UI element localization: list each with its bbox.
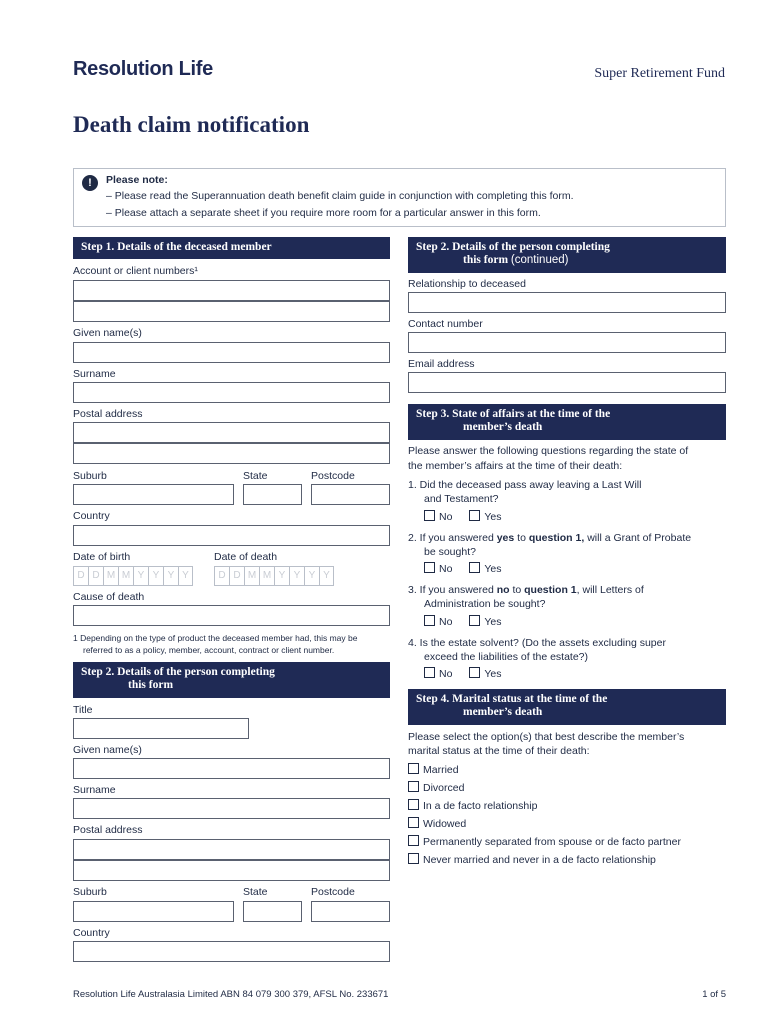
- note-heading: Please note:: [106, 174, 168, 186]
- q2-line2: be sought?: [424, 546, 476, 558]
- footnote-line-2: referred to as a policy, member, account, contract or client number.: [83, 645, 335, 655]
- contact-number-label: Contact number: [408, 318, 483, 330]
- page-title: Death claim notification: [73, 112, 310, 137]
- marital-option-label: Married: [423, 764, 459, 776]
- step2-surname-input[interactable]: [73, 798, 390, 819]
- date-cell[interactable]: Y: [178, 566, 193, 586]
- step2-postal-label: Postal address: [73, 824, 143, 836]
- fund-name: Super Retirement Fund: [594, 66, 725, 81]
- q1-line2: and Testament?: [424, 493, 499, 505]
- marital-option-label: Permanently separated from spouse or de facto partner: [423, 836, 681, 848]
- account-label: Account or client numbers¹: [73, 265, 198, 277]
- step2-suburb-input[interactable]: [73, 901, 234, 922]
- q4-no-checkbox[interactable]: [424, 667, 435, 678]
- marital-option: [408, 817, 466, 832]
- q2-no-label: No: [439, 563, 453, 575]
- marital-option: [408, 781, 464, 796]
- marital-option-label: Never married and never in a de facto relationship: [423, 854, 656, 866]
- step3-intro-1: Please answer the following questions regarding the state of: [408, 445, 689, 457]
- account-input-1[interactable]: [73, 280, 390, 301]
- account-input-2[interactable]: [73, 301, 390, 322]
- step2-heading-line1: Step 2. Details of the person completing: [81, 666, 275, 678]
- date-cell[interactable]: Y: [163, 566, 178, 586]
- step2-suburb-label: Suburb: [73, 886, 107, 898]
- step2-postal-input-2[interactable]: [73, 860, 390, 881]
- date-cell[interactable]: Y: [133, 566, 148, 586]
- marital-checkbox[interactable]: [408, 781, 419, 792]
- state-label: State: [243, 470, 268, 482]
- step4-intro-2: marital status at the time of their death:: [408, 745, 590, 757]
- step2-given-name-input[interactable]: [73, 758, 390, 779]
- dod-input[interactable]: [214, 566, 334, 586]
- step2-state-label: State: [243, 886, 268, 898]
- state-input[interactable]: [243, 484, 302, 505]
- postcode-label: Postcode: [311, 470, 355, 482]
- date-cell[interactable]: D: [229, 566, 244, 586]
- date-cell[interactable]: Y: [319, 566, 334, 586]
- contact-number-input[interactable]: [408, 332, 726, 353]
- dob-input[interactable]: [73, 566, 193, 586]
- date-cell[interactable]: Y: [304, 566, 319, 586]
- given-name-input[interactable]: [73, 342, 390, 363]
- note-line-1: – Please read the Superannuation death benefit claim guide in conjunction with completing this form.: [106, 190, 574, 202]
- note-line-2: – Please attach a separate sheet if you require more room for a particular answer in this form.: [106, 207, 541, 219]
- marital-checkbox[interactable]: [408, 817, 419, 828]
- q1-line1: 1. Did the deceased pass away leaving a Last Will: [408, 479, 642, 491]
- step2-given-name-label: Given name(s): [73, 744, 142, 756]
- suburb-label: Suburb: [73, 470, 107, 482]
- email-label: Email address: [408, 358, 475, 370]
- note-box: [73, 168, 726, 227]
- surname-label: Surname: [73, 368, 116, 380]
- title-label: Title: [73, 704, 93, 716]
- surname-input[interactable]: [73, 382, 390, 403]
- marital-checkbox[interactable]: [408, 853, 419, 864]
- q3-no-checkbox[interactable]: [424, 615, 435, 626]
- marital-option: [408, 763, 459, 778]
- date-cell[interactable]: D: [214, 566, 229, 586]
- step4-heading-line2: member’s death: [463, 706, 543, 718]
- marital-checkbox[interactable]: [408, 799, 419, 810]
- step3-intro-2: the member’s affairs at the time of their death:: [408, 460, 623, 472]
- title-input[interactable]: [73, 718, 249, 739]
- q4-no-label: No: [439, 668, 453, 680]
- page-number: 1 of 5: [702, 989, 726, 1000]
- step2-continued-heading: [408, 237, 726, 273]
- step4-heading-line1: Step 4. Marital status at the time of the: [416, 693, 608, 705]
- step2-heading-line2: this form: [128, 679, 174, 691]
- date-cell[interactable]: Y: [148, 566, 163, 586]
- step2-country-label: Country: [73, 927, 110, 939]
- q1-no-checkbox[interactable]: [424, 510, 435, 521]
- q4-answers: [424, 667, 502, 682]
- date-cell[interactable]: M: [259, 566, 274, 586]
- q2-answers: [424, 562, 502, 577]
- q4-line2: exceed the liabilities of the estate?): [424, 651, 589, 663]
- step2-postcode-input[interactable]: [311, 901, 390, 922]
- logo: Resolution Life: [73, 58, 213, 80]
- step4-heading: [408, 689, 726, 725]
- postcode-input[interactable]: [311, 484, 390, 505]
- dob-label: Date of birth: [73, 551, 131, 563]
- dod-label: Date of death: [214, 551, 278, 563]
- postal-address-input-2[interactable]: [73, 443, 390, 464]
- step1-heading: Step 1. Details of the deceased member: [73, 237, 390, 259]
- marital-checkbox[interactable]: [408, 835, 419, 846]
- step3-heading: [408, 404, 726, 440]
- q4-line1: 4. Is the estate solvent? (Do the assets excluding super: [408, 637, 666, 649]
- suburb-input[interactable]: [73, 484, 234, 505]
- q2-yes-label: Yes: [484, 563, 502, 575]
- date-cell[interactable]: M: [118, 566, 133, 586]
- q1-yes-label: Yes: [484, 511, 502, 523]
- step3-heading-line2: member’s death: [463, 421, 543, 433]
- date-cell[interactable]: Y: [274, 566, 289, 586]
- date-cell[interactable]: M: [103, 566, 118, 586]
- relationship-input[interactable]: [408, 292, 726, 313]
- q2-line1: 2. If you answered yes to question 1, will a Grant of Probate: [408, 532, 692, 544]
- email-input[interactable]: [408, 372, 726, 393]
- q3-line2: Administration be sought?: [424, 598, 546, 610]
- step3-heading-line1: Step 3. State of affairs at the time of the: [416, 408, 611, 420]
- given-name-label: Given name(s): [73, 327, 142, 339]
- q3-yes-label: Yes: [484, 616, 502, 628]
- postal-address-label: Postal address: [73, 408, 143, 420]
- marital-option: [408, 853, 656, 868]
- q3-answers: [424, 615, 502, 630]
- step2-heading: [73, 662, 390, 698]
- step2-state-input[interactable]: [243, 901, 302, 922]
- step2c-heading-line2: this form: [463, 254, 509, 266]
- q1-no-label: No: [439, 511, 453, 523]
- marital-option-label: Divorced: [423, 782, 465, 794]
- q3-line1: 3. If you answered no to question 1, will Letters of: [408, 584, 644, 596]
- date-cell[interactable]: D: [73, 566, 88, 586]
- q3-yes-checkbox[interactable]: [469, 615, 480, 626]
- marital-option: [408, 799, 537, 814]
- cause-of-death-label: Cause of death: [73, 591, 145, 603]
- q4-yes-checkbox[interactable]: [469, 667, 480, 678]
- step2c-heading-line1: Step 2. Details of the person completing: [416, 241, 610, 253]
- date-cell[interactable]: D: [88, 566, 103, 586]
- footnote-line-1: 1 Depending on the type of product the deceased member had, this may be: [73, 633, 358, 643]
- country-input[interactable]: [73, 525, 390, 546]
- marital-checkbox[interactable]: [408, 763, 419, 774]
- postal-address-input-1[interactable]: [73, 422, 390, 443]
- q1-yes-checkbox[interactable]: [469, 510, 480, 521]
- step2-postcode-label: Postcode: [311, 886, 355, 898]
- q3-no-label: No: [439, 616, 453, 628]
- footer-company: Resolution Life Australasia Limited ABN 84 079 300 379, AFSL No. 233671: [73, 989, 389, 1000]
- country-label: Country: [73, 510, 110, 522]
- date-cell[interactable]: Y: [289, 566, 304, 586]
- step2-country-input[interactable]: [73, 941, 390, 962]
- step2-postal-input-1[interactable]: [73, 839, 390, 860]
- q2-yes-checkbox[interactable]: [469, 562, 480, 573]
- step4-intro-1: Please select the option(s) that best describe the member’s: [408, 731, 685, 743]
- relationship-label: Relationship to deceased: [408, 278, 526, 290]
- exclamation-icon: !: [82, 175, 98, 191]
- step2-surname-label: Surname: [73, 784, 116, 796]
- marital-option-label: Widowed: [423, 818, 467, 830]
- q4-yes-label: Yes: [484, 668, 502, 680]
- q1-answers: [424, 510, 502, 525]
- q2-no-checkbox[interactable]: [424, 562, 435, 573]
- cause-of-death-input[interactable]: [73, 605, 390, 626]
- date-cell[interactable]: M: [244, 566, 259, 586]
- marital-option-label: In a de facto relationship: [423, 800, 538, 812]
- continued-label: (continued): [510, 254, 569, 266]
- marital-option: [408, 835, 681, 850]
